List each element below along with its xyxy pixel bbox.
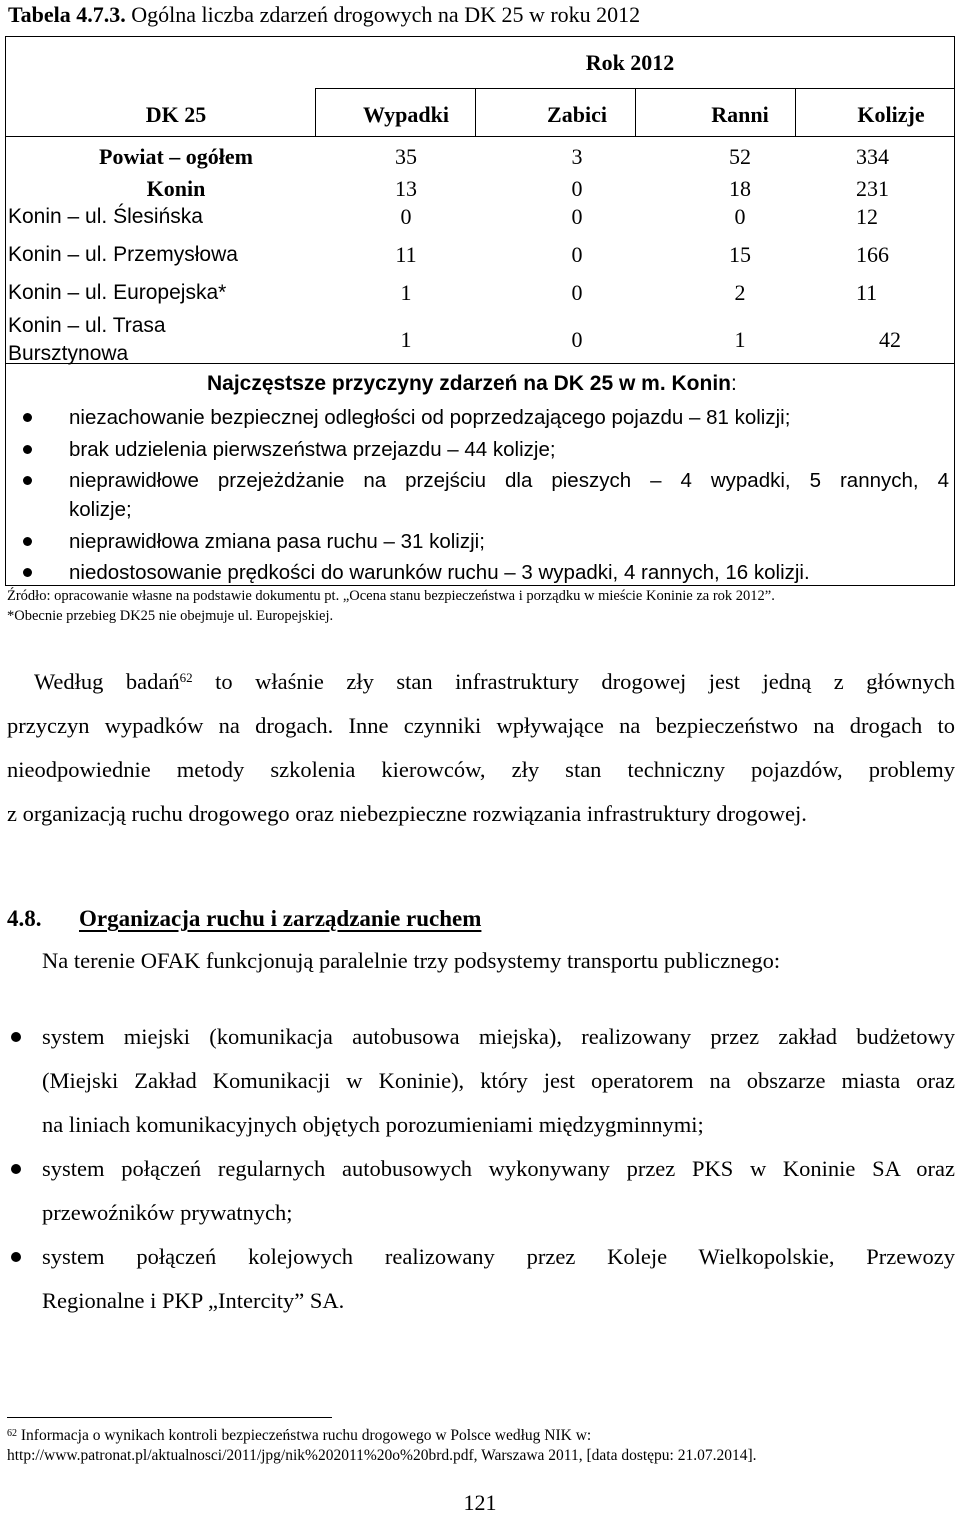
footnote-divider	[7, 1417, 332, 1418]
reason-item-continuation: kolizje;	[69, 498, 132, 521]
reason-item: niedostosowanie prędkości do warunków ruchu – 3 wypadki, 4 rannych, 16 kolizji.	[69, 558, 949, 588]
column-header-wypadki: Wypadki	[362, 102, 450, 127]
cell-value: 0	[571, 327, 583, 352]
table-caption-title: Ogólna liczba zdarzeń drogowych na DK 25 w roku 2012	[131, 2, 641, 27]
section-heading	[7, 906, 481, 932]
row-label-powiat: Powiat – ogółem	[99, 144, 253, 169]
cell-value: 13	[395, 176, 417, 201]
cell-value: 2	[734, 280, 746, 305]
page-number: 121	[463, 1490, 497, 1515]
table-caption-prefix: Tabela 4.7.3.	[8, 2, 126, 27]
source-asterisk-note: *Obecnie przebieg DK25 nie obejmuje ul. Europejskiej.	[7, 608, 334, 624]
column-header-zabici: Zabici	[547, 102, 607, 127]
cell-value: 11	[856, 280, 878, 305]
year-header: Rok 2012	[585, 50, 675, 75]
footnote-ref: 62	[179, 670, 193, 685]
source-note	[7, 586, 775, 626]
paragraph-line: przyczyn wypadków na drogach. Inne czynniki wpływające na bezpieczeństwo na drogach to	[7, 713, 955, 738]
body-paragraph	[7, 660, 955, 836]
cell-value: 1	[400, 280, 412, 305]
row-label-slesinska: Konin – ul. Ślesińska	[8, 205, 203, 228]
cell-value: 334	[856, 144, 889, 169]
row-label-europejska: Konin – ul. Europejska*	[8, 281, 227, 304]
paragraph-text: to właśnie zły stan infrastruktury drogowej jest jedną z głównych	[215, 669, 955, 694]
reason-item: niezachowanie bezpiecznej odległości od poprzedzającego pojazdu – 81 kolizji;	[69, 403, 949, 433]
bullet-icon	[11, 1164, 21, 1174]
table-caption	[8, 2, 640, 28]
cell-value: 11	[395, 242, 417, 267]
reason-item: nieprawidłowe przejeżdżanie na przejściu dla pieszych – 4 wypadki, 5 rannych, 4	[69, 466, 949, 496]
cell-value: 18	[729, 176, 751, 201]
footnote-number: 62	[7, 1428, 17, 1439]
cell-value: 0	[571, 242, 583, 267]
transport-list	[42, 1015, 955, 1323]
row-label-bursztynowa: Bursztynowa	[8, 342, 129, 365]
cell-value: 231	[856, 176, 889, 201]
cell-value: 35	[395, 144, 417, 169]
bullet-icon	[11, 1252, 21, 1262]
footnote-text: Informacja o wynikach kontroli bezpieczeństwa ruchu drogowego w Polsce według NIK w:	[20, 1427, 592, 1444]
row-label-przemyslowa: Konin – ul. Przemysłowa	[8, 243, 238, 266]
reason-item: nieprawidłowa zmiana pasa ruchu – 31 kolizji;	[69, 527, 949, 557]
row-label-trasa: Konin – ul. Trasa	[8, 314, 166, 337]
intro-text: Na terenie OFAK funkcjonują paralelnie trzy podsystemy transportu publicznego:	[42, 948, 781, 973]
cell-value: 0	[571, 280, 583, 305]
paragraph-line: nieodpowiednie metody szkolenia kierowców, zły stan techniczny pojazdów, problemy	[7, 757, 955, 782]
cell-value: 0	[571, 204, 583, 229]
paragraph-text: Według badań	[34, 669, 180, 694]
cell-value: 52	[729, 144, 751, 169]
cell-value: 166	[856, 242, 889, 267]
cell-value: 1	[734, 327, 746, 352]
section-number: 4.8.	[7, 906, 42, 931]
column-header-road: DK 25	[145, 102, 207, 127]
cell-value: 0	[571, 176, 583, 201]
cell-value: 3	[571, 144, 583, 169]
cell-value: 42	[879, 327, 901, 352]
column-header-ranni: Ranni	[711, 102, 769, 127]
footnote-link-line: http://www.patronat.pl/aktualnosci/2011/jpg/nik%202011%20o%20brd.pdf, Warszawa 2011, [data dostępu: 21.07.2014].	[7, 1447, 757, 1464]
accidents-table	[5, 36, 955, 593]
section-title: Organizacja ruchu i zarządzanie ruchem	[79, 906, 482, 931]
cell-value: 0	[400, 204, 412, 229]
list-item: system miejski (komunikacja autobusowa miejska), realizowany przez zakład budżetowy (Miejski Zakład Komunikacji w Koninie), który jest operatorem na obszarze miasta oraz na liniach komunikacyjnych objętych porozumieniami międzygminnymi;	[42, 1015, 955, 1147]
paragraph-line: z organizacją ruchu drogowego oraz niebezpieczne rozwiązania infrastruktury drogowej.	[7, 801, 807, 826]
row-label-konin: Konin	[146, 176, 206, 201]
reasons-title: Najczęstsze przyczyny zdarzeń na DK 25 w m. Konin:	[207, 372, 737, 395]
cell-value: 15	[729, 242, 751, 267]
reason-item: brak udzielenia pierwszeństwa przejazdu – 44 kolizje;	[69, 435, 949, 465]
cell-value: 0	[734, 204, 746, 229]
column-header-kolizje: Kolizje	[857, 102, 925, 127]
cell-value: 1	[400, 327, 412, 352]
bullet-icon	[11, 1032, 21, 1042]
list-item: system połączeń kolejowych realizowany przez Koleje Wielkopolskie, Przewozy Regionalne i PKP „Intercity” SA.	[42, 1235, 955, 1323]
source-line: Źródło: opracowanie własne na podstawie dokumentu pt. „Ocena stanu bezpieczeństwa i porządku w mieście Koninie za rok 2012”.	[7, 588, 775, 604]
list-item: system połączeń regularnych autobusowych wykonywany przez PKS w Koninie SA oraz przewoźników prywatnych;	[42, 1147, 955, 1235]
footnote	[7, 1426, 757, 1466]
cell-value: 12	[856, 204, 878, 229]
